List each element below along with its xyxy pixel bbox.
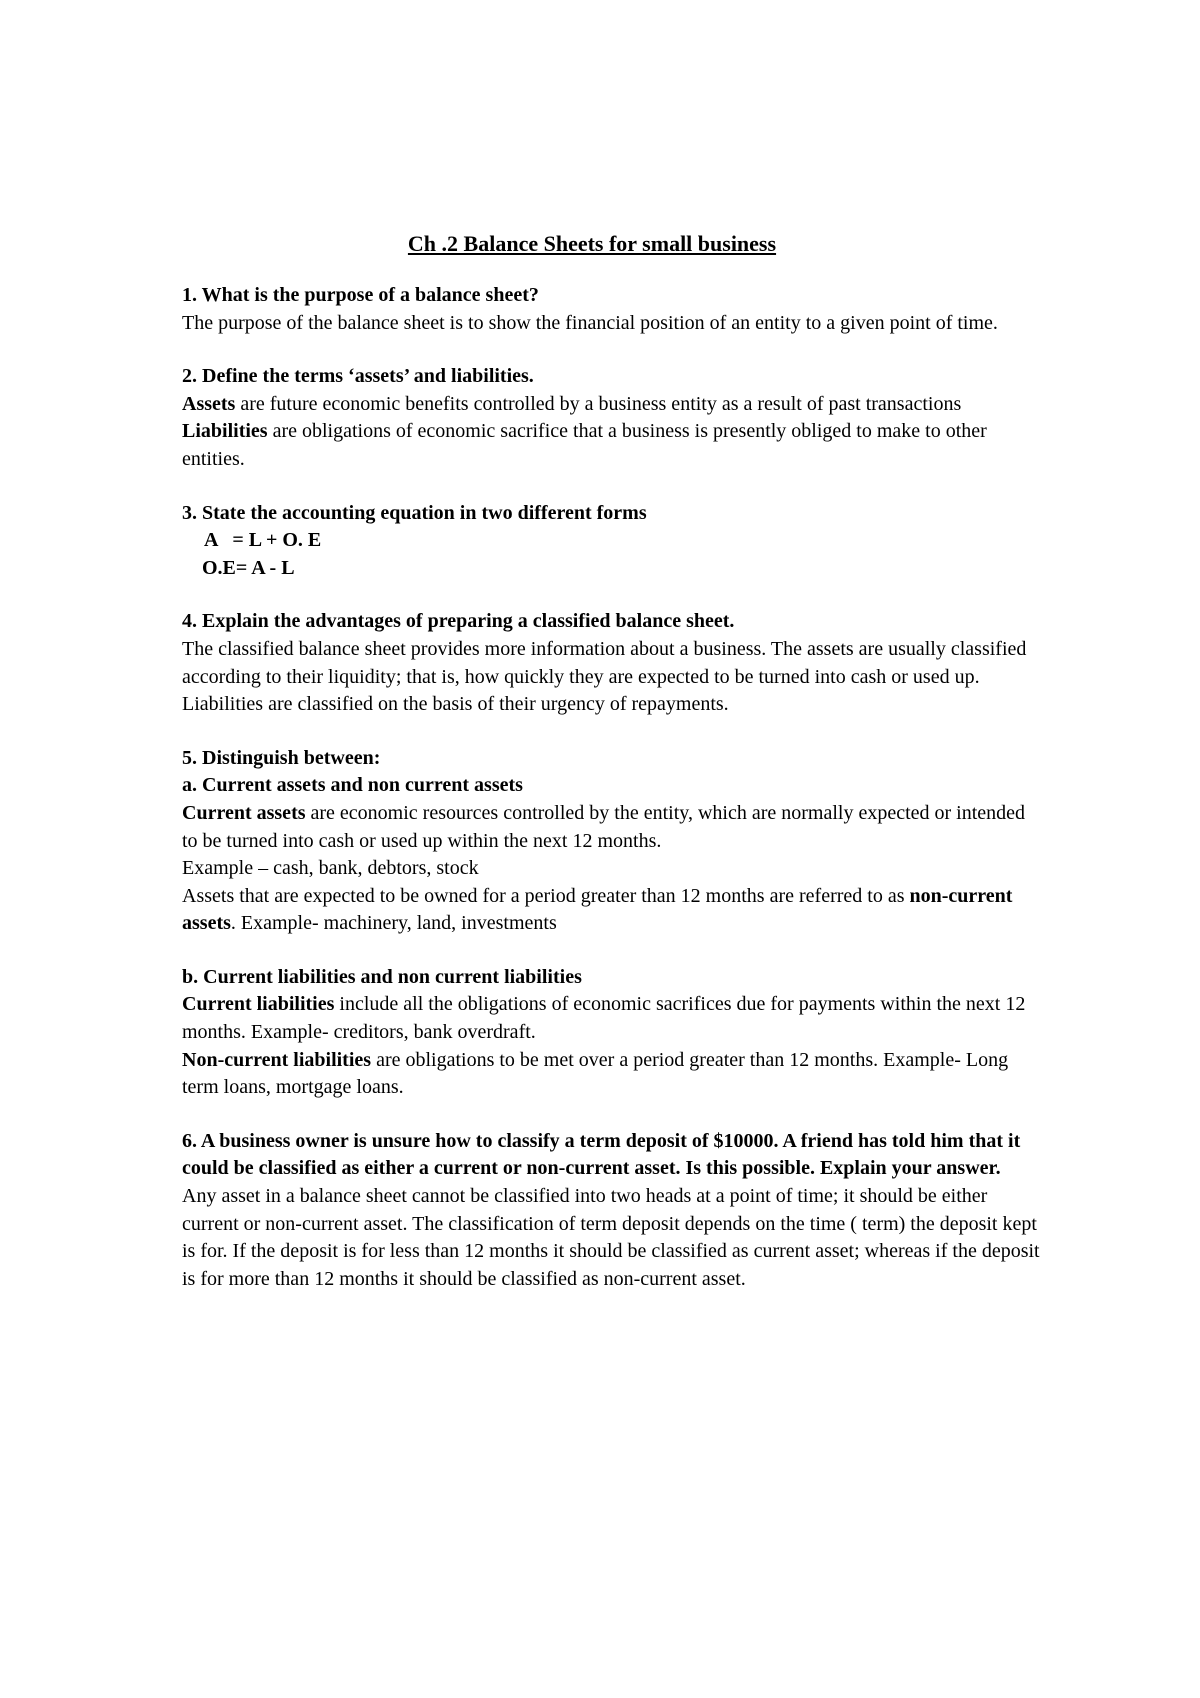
document-page [182, 230, 1042, 1319]
non-current-assets-term: non-current assets [182, 884, 1013, 935]
question-2-heading: 2. Define the terms ‘assets’ and liabilities. [182, 365, 534, 388]
question-5b-heading: b. Current liabilities and non current liabilities [182, 965, 582, 988]
document-title: Ch .2 Balance Sheets for small business [407, 231, 777, 256]
question-5a-heading: a. Current assets and non current assets [182, 774, 523, 797]
question-4-answer: The classified balance sheet provides more information about a business. The assets are usually classified according to their liquidity; that is, how quickly they are expected to be turned into cash or used up. Liabilities are classified on the basis of their urgency of repayments. [182, 637, 1027, 716]
current-liabilities-text: include all the obligations of economic sacrifices due for payments within the next 12 months. Example- creditors, bank overdraft. [182, 993, 1026, 1044]
question-6 [182, 1128, 1042, 1294]
current-assets-text: are economic resources controlled by the entity, which are normally expected or intended to be turned into cash or used up within the next 12 months. [182, 801, 1026, 852]
question-6-answer: Any asset in a balance sheet cannot be classified into two heads at a point of time; it should be either current or non-current asset. The classification of term deposit depends on the time ( term) the deposit kept is for. If the deposit is for less than 12 months it should be classified as current asset; whereas if the deposit is for more than 12 months it should be classified as non-current asset. [182, 1185, 1040, 1290]
non-current-assets-definition [182, 883, 1042, 938]
question-5a [182, 745, 1042, 938]
non-current-liabilities-definition [182, 1047, 1042, 1102]
non-current-assets-text-post: . Example- machinery, land, investments [230, 912, 557, 935]
current-assets-term: Current assets [182, 801, 306, 824]
question-5b [182, 964, 1042, 1102]
question-6-heading: 6. A business owner is unsure how to classify a term deposit of $10000. A friend has told him that it could be classified as either a current or non-current asset. Is this possible. Explain your answer. [182, 1129, 1021, 1180]
current-assets-definition [182, 800, 1042, 855]
liabilities-text: are obligations of economic sacrifice that a business is presently obliged to make to other entities. [182, 420, 987, 470]
question-4 [182, 608, 1042, 718]
liabilities-term: Liabilities [182, 420, 268, 443]
current-liabilities-term: Current liabilities [182, 993, 335, 1016]
question-3-heading: 3. State the accounting equation in two different forms [182, 501, 647, 524]
assets-term: Assets [182, 392, 236, 415]
question-4-heading: 4. Explain the advantages of preparing a classified balance sheet. [182, 610, 735, 633]
current-liabilities-definition [182, 991, 1042, 1046]
question-1 [182, 282, 1042, 337]
question-2 [182, 363, 1042, 473]
accounting-equation-2: O.E= A - L [202, 556, 295, 579]
non-current-liabilities-term: Non-current liabilities [182, 1048, 372, 1071]
non-current-assets-text-pre: Assets that are expected to be owned for a period greater than 12 months are referred to as [182, 884, 910, 907]
non-current-liabilities-text: are obligations to be met over a period greater than 12 months. Example- Long term loans, mortgage loans. [182, 1048, 1009, 1099]
assets-text: are future economic benefits controlled by a business entity as a result of past transactions [235, 392, 962, 415]
question-1-heading: 1. What is the purpose of a balance sheet? [182, 284, 539, 306]
assets-definition [182, 391, 1042, 419]
question-5-heading: 5. Distinguish between: [182, 746, 381, 769]
liabilities-definition [182, 418, 1042, 473]
current-assets-example: Example – cash, bank, debtors, stock [182, 857, 479, 880]
question-3 [182, 500, 1042, 583]
accounting-equation-1: A = L + O. E [204, 529, 322, 552]
question-1-answer: The purpose of the balance sheet is to show the financial position of an entity to a given point of time. [182, 311, 998, 334]
